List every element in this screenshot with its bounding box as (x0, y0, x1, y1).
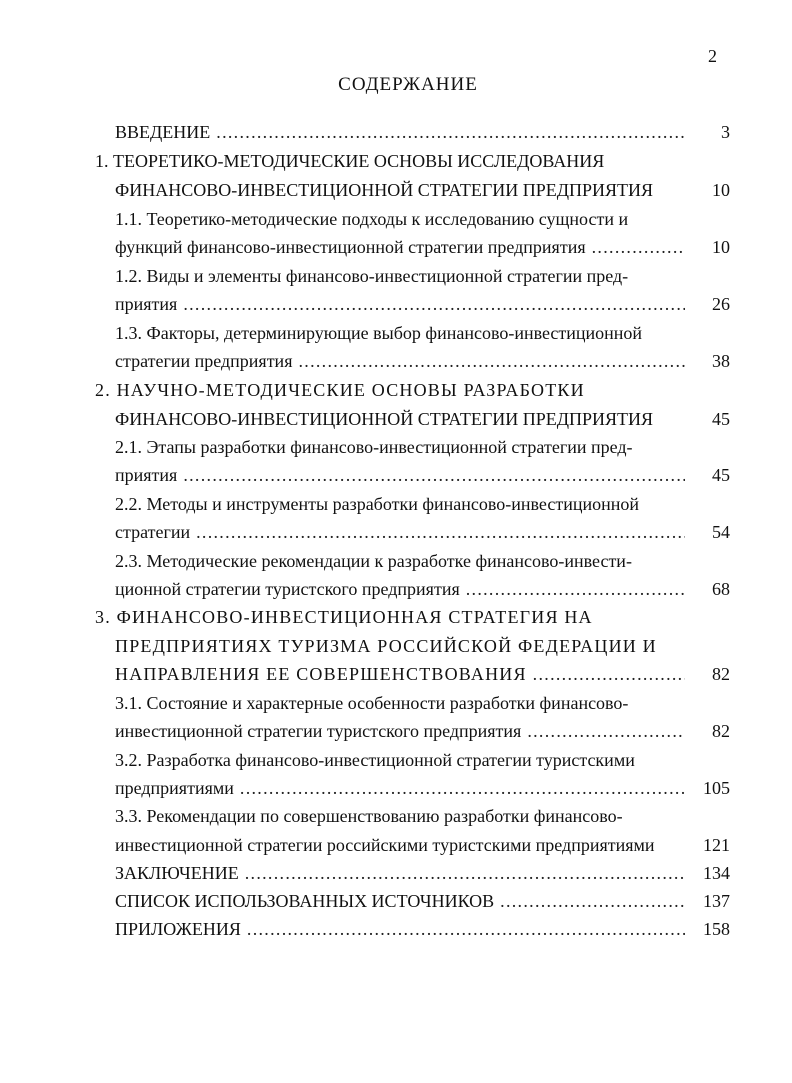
toc-section-2-1-line1[interactable]: 2.1. Этапы разработки финансово-инвестиционной стратегии пред- (115, 437, 633, 457)
toc-section-3-2-line2[interactable] (115, 774, 685, 802)
toc-entry-appendix[interactable] (115, 915, 685, 943)
toc-section-2-3-line2[interactable] (115, 575, 685, 603)
toc-label: стратегии (115, 522, 191, 542)
toc-label: ПРИЛОЖЕНИЯ (115, 919, 241, 939)
toc-label: инвестиционной стратегии туристского предприятия (115, 721, 522, 741)
toc-section-1-3-line1[interactable]: 1.3. Факторы, детерминирующие выбор финансово-инвестиционной (115, 323, 643, 343)
leader-dots (533, 660, 685, 688)
toc-page: 45 (712, 465, 730, 485)
leader-dots (247, 915, 685, 943)
toc-page: 3 (721, 122, 730, 142)
toc-label: НАПРАВЛЕНИЯ ЕЕ СОВЕРШЕНСТВОВАНИЯ (115, 664, 527, 684)
leader-dots (240, 774, 685, 802)
leader-dots (500, 887, 685, 915)
toc-page: 82 (712, 721, 730, 741)
toc-label: предприятиями (115, 778, 234, 798)
toc-page: 68 (712, 579, 730, 599)
toc-section-1-1-line2[interactable] (115, 233, 685, 261)
toc-label: ВВЕДЕНИЕ (115, 122, 211, 142)
toc-chapter-3-line2[interactable]: ПРЕДПРИЯТИЯХ ТУРИЗМА РОССИЙСКОЙ ФЕДЕРАЦИИ И (115, 636, 657, 656)
leader-dots (466, 575, 685, 603)
toc-section-1-1-line1[interactable]: 1.1. Теоретико-методические подходы к исследованию сущности и (115, 209, 629, 229)
toc-page: 105 (703, 778, 730, 798)
toc-section-2-2-line1[interactable]: 2.2. Методы и инструменты разработки финансово-инвестиционной (115, 494, 640, 514)
toc-page: 26 (712, 294, 730, 314)
leader-dots (245, 859, 685, 887)
leader-dots (196, 518, 685, 546)
toc-section-2-3-line1[interactable]: 2.3. Методические рекомендации к разработке финансово-инвести- (115, 551, 632, 571)
toc-chapter-1-line2[interactable]: ФИНАНСОВО-ИНВЕСТИЦИОННОЙ СТРАТЕГИИ ПРЕДПРИЯТИЯ (115, 180, 654, 200)
toc-page: 134 (703, 863, 730, 883)
toc-label: приятия (115, 465, 178, 485)
toc-section-3-3-line1[interactable]: 3.3. Рекомендации по совершенствованию разработки финансово- (115, 806, 623, 826)
toc-label: ционной стратегии туристского предприятия (115, 579, 460, 599)
toc-page: 137 (703, 891, 730, 911)
toc-section-2-1-line2[interactable] (115, 461, 685, 489)
toc-page: 121 (703, 835, 730, 855)
toc-section-1-2-line1[interactable]: 1.2. Виды и элементы финансово-инвестиционной стратегии пред- (115, 266, 629, 286)
toc-entry-conclusion[interactable] (115, 859, 685, 887)
page-number: 2 (708, 46, 717, 66)
toc-chapter-3-line1[interactable]: 3. ФИНАНСОВО-ИНВЕСТИЦИОННАЯ СТРАТЕГИЯ НА (95, 607, 593, 627)
toc-section-3-1-line2[interactable] (115, 717, 685, 745)
toc-section-3-3-line2[interactable]: инвестиционной стратегии российскими туристскими предприятиями (115, 835, 655, 855)
toc-label: ЗАКЛЮЧЕНИЕ (115, 863, 239, 883)
toc-page: 10 (712, 180, 730, 200)
toc-chapter-1-line1[interactable]: 1. ТЕОРЕТИКО-МЕТОДИЧЕСКИЕ ОСНОВЫ ИССЛЕДОВАНИЯ (95, 151, 605, 171)
toc-section-3-1-line1[interactable]: 3.1. Состояние и характерные особенности разработки финансово- (115, 693, 629, 713)
leader-dots (592, 233, 685, 261)
toc-page: 158 (703, 919, 730, 939)
leader-dots (183, 290, 685, 318)
leader-dots (298, 347, 685, 375)
toc-chapter-2-line2[interactable]: ФИНАНСОВО-ИНВЕСТИЦИОННОЙ СТРАТЕГИИ ПРЕДПРИЯТИЯ (115, 409, 654, 429)
toc-page: 82 (712, 664, 730, 684)
toc-label: приятия (115, 294, 178, 314)
toc-section-3-2-line1[interactable]: 3.2. Разработка финансово-инвестиционной стратегии туристскими (115, 750, 635, 770)
page-title: СОДЕРЖАНИЕ (338, 74, 478, 95)
toc-label: стратегии предприятия (115, 351, 293, 371)
toc-label: функций финансово-инвестиционной стратегии предприятия (115, 237, 586, 257)
toc-label: СПИСОК ИСПОЛЬЗОВАННЫХ ИСТОЧНИКОВ (115, 891, 495, 911)
toc-section-1-2-line2[interactable] (115, 290, 685, 318)
toc-page: 38 (712, 351, 730, 371)
toc-entry-intro[interactable] (115, 118, 685, 146)
leader-dots (527, 717, 685, 745)
toc-section-2-2-line2[interactable] (115, 518, 685, 546)
toc-chapter-2-line1[interactable]: 2. НАУЧНО-МЕТОДИЧЕСКИЕ ОСНОВЫ РАЗРАБОТКИ (95, 380, 585, 400)
toc-page: 10 (712, 237, 730, 257)
toc-chapter-3-line3[interactable] (115, 660, 685, 688)
leader-dots (183, 461, 685, 489)
toc-section-1-3-line2[interactable] (115, 347, 685, 375)
toc-entry-sources[interactable] (115, 887, 685, 915)
toc-page: 45 (712, 409, 730, 429)
toc-page: 54 (712, 522, 730, 542)
leader-dots (216, 118, 685, 146)
